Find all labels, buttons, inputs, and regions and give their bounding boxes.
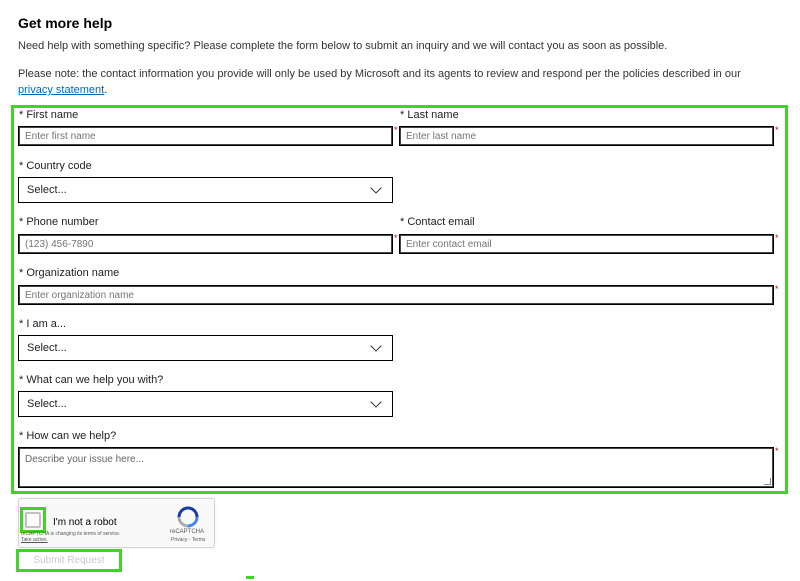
topic-select[interactable] (18, 391, 393, 417)
contact-email-input[interactable] (399, 234, 774, 254)
recaptcha-brand: reCAPTCHA (170, 529, 205, 535)
topic-label: * What can we help you with? (19, 374, 164, 386)
highlight-marker (246, 576, 254, 579)
phone-number-label: * Phone number (19, 216, 99, 228)
recaptcha-terms (21, 531, 151, 543)
recaptcha-terms-text: reCAPTCHA is changing its terms of service. (21, 531, 121, 537)
role-value: Select... (27, 342, 67, 354)
chevron-down-icon (370, 340, 381, 351)
recaptcha-checkbox[interactable] (25, 512, 41, 528)
description-placeholder: Describe your issue here... (25, 454, 144, 465)
organization-required-mark: * (775, 284, 779, 294)
recaptcha-logo-icon (176, 505, 200, 529)
description-required-mark: * (775, 446, 779, 456)
last-name-required-mark: * (775, 125, 779, 135)
intro-text: Need help with something specific? Please complete the form below to submit an inquiry and we will contact you as soon as possible. (18, 40, 668, 52)
privacy-note-suffix: . (104, 84, 108, 96)
privacy-note-text: Please note: the contact information you provide will only be used by Microsoft and its agents to review and respond per the policies described in our (18, 68, 741, 80)
first-name-input[interactable] (18, 126, 393, 146)
recaptcha-label: I'm not a robot (53, 517, 117, 528)
country-code-label: * Country code (19, 160, 92, 172)
role-select[interactable] (18, 335, 393, 361)
description-textarea[interactable] (18, 447, 774, 488)
role-label: * I am a... (19, 318, 67, 330)
chevron-down-icon (370, 396, 381, 407)
phone-required-mark: * (394, 233, 398, 243)
country-code-value: Select... (27, 184, 67, 196)
page-heading: Get more help (18, 15, 113, 31)
first-name-required-mark: * (394, 125, 398, 135)
last-name-label: * Last name (400, 109, 459, 121)
description-label: * How can we help? (19, 430, 117, 442)
topic-value: Select... (27, 398, 67, 410)
email-required-mark: * (775, 233, 779, 243)
last-name-input[interactable] (399, 126, 774, 146)
organization-name-input[interactable] (18, 285, 774, 305)
recaptcha-privacy-terms-links[interactable]: Privacy - Terms (171, 537, 206, 543)
phone-number-input[interactable] (18, 234, 393, 254)
privacy-note (18, 66, 758, 98)
privacy-statement-link[interactable]: privacy statement (18, 84, 105, 96)
organization-name-label: * Organization name (19, 267, 120, 279)
recaptcha-take-action-link[interactable]: Take action. (21, 537, 48, 543)
first-name-label: * First name (19, 109, 79, 121)
resize-handle-icon[interactable] (764, 478, 771, 485)
submit-request-button[interactable]: Submit Request (20, 552, 118, 569)
country-code-select[interactable] (18, 177, 393, 203)
contact-email-label: * Contact email (400, 216, 475, 228)
chevron-down-icon (370, 182, 381, 193)
